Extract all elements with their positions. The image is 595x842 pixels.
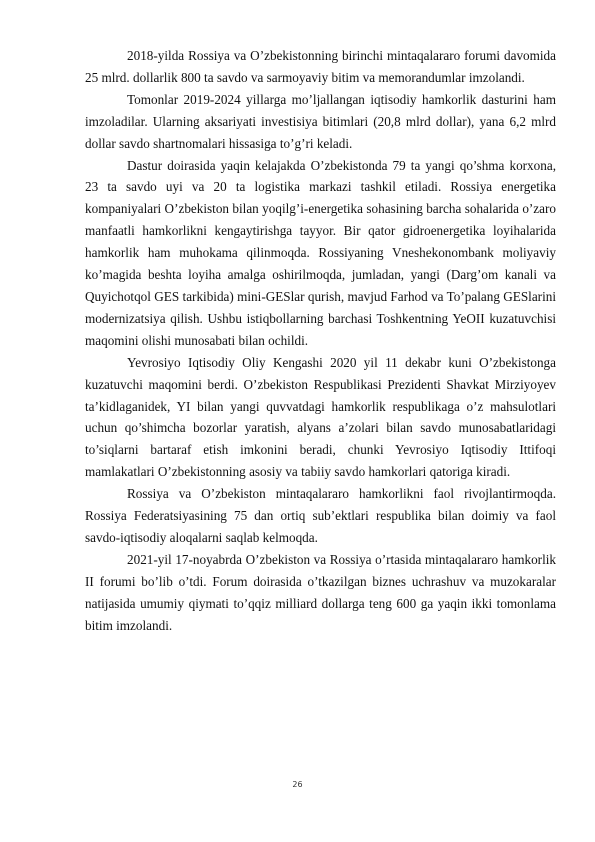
paragraph-eaeu-observer: Yevrosiyo Iqtisodiy Oliy Kengashi 2020 yil 11 dekabr kuni O’zbekistonga kuzatuvchi maqomini berdi. O’zbekiston Respublikasi Prezidenti Shavkat Mirziyoyev ta’kidlaganidek, YI bilan yangi quvvatdagi hamkorlik respublikaga o’z mahsulotlari uchun qo’shimcha bozorlar yaratish, alyans a’zolari bilan savdo munosabatlaridagi to’siqlarni bartaraf etish imkonini beradi, chunki Yevrosiyo Iqtisodiy Ittifoqi mamlakatlari O’zbekistonning asosiy va tabiiy savdo hamkorlari qatoriga kiradi. [85,354,556,480]
document-body [85,45,556,636]
paragraph-forum-2021: 2021-yil 17-noyabrda O’zbekiston va Rossiya o’rtasida mintaqalararo hamkorlik II forumi bo’lib o’tdi. Forum doirasida o’tkazilgan biznes uchrashuv va muzokaralar natijasida umumiy qiymati to’qqiz milliard dollarga teng 600 ga yaqin ikki tomonlama bitim imzolandi. [85,551,556,633]
paragraph-program-projects: Dastur doirasida yaqin kelajakda O’zbekistonda 79 ta yangi qo’shma korxona, 23 ta savdo uyi va 20 ta logistika markazi tashkil etiladi. Rossiya energetika kompaniyalari O’zbekiston bilan yoqilg’i-energetika sohasining barcha sohalarida o’zaro manfaatli hamkorlikni kengaytirishga tayyor. Bir qator gidroenergetika loyihalarida hamkorlik ham muhokama qilinmoqda. Rossiyaning Vneshekonombank moliyaviy ko’magida beshta loyiha amalga oshirilmoqda, jumladan, yangi (Darg’om kanali va Quyichotqol GES tarkibida) mini-GESlar qurish, mavjud Farhod va To’palang GESlarini modernizatsiya qilish. Ushbu istiqbollarning barchasi Toshkentning YeOII kuzatuvchisi maqomini olishi munosabati bilan ochildi. [85,157,556,348]
paragraph-forum-2018: 2018-yilda Rossiya va O’zbekistonning birinchi mintaqalararo forumi davomida 25 mlrd. dollarlik 800 ta savdo va sarmoyaviy bitim va memorandumlar imzolandi. [85,48,556,85]
paragraph-economic-program: Tomonlar 2019-2024 yillarga mo’ljallangan iqtisodiy hamkorlik dasturini ham imzoladilar. Ularning aksariyati investisiya bitimlari (20,8 mlrd dollar), yana 6,2 mlrd dollar savdo shartnomalari hissasiga to’g’ri keladi. [85,91,556,151]
page-number: 26 [292,780,303,789]
paragraph-interregional-cooperation: Rossiya va O’zbekiston mintaqalararo hamkorlikni faol rivojlantirmoqda. Rossiya Federatsiyasining 75 dan ortiq sub’ektlari respublika bilan doimiy va faol savdo-iqtisodiy aloqalarni saqlab kelmoqda. [85,486,556,545]
